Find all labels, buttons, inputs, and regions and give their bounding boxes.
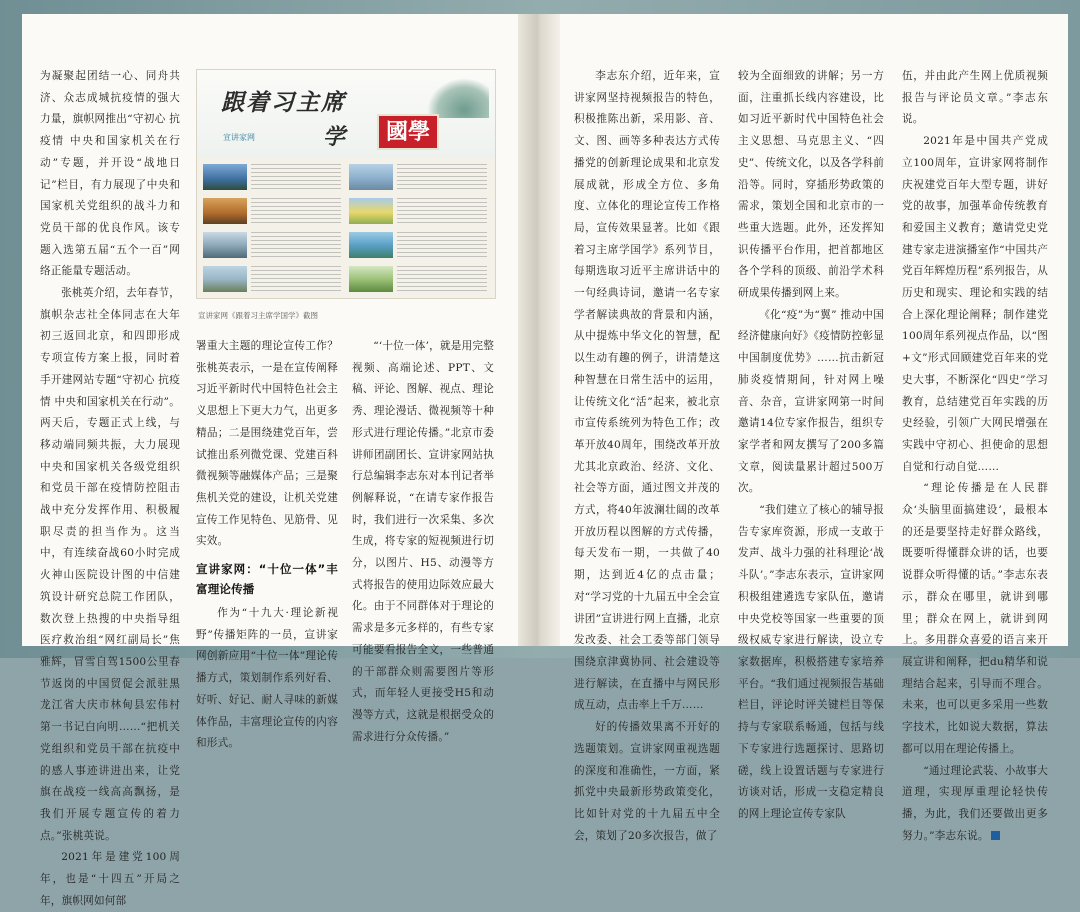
paragraph-text: “通过理论武装、小故事大道理，实现厚重理论轻快传播，为此，我们还要做出更多努力。”李志东说。 xyxy=(902,764,1048,842)
landscape-thumb-icon xyxy=(203,198,247,224)
left-page xyxy=(22,14,518,907)
landscape-thumb-icon xyxy=(203,266,247,292)
image-caption: 宣讲家网《跟着习主席学国学》截图 xyxy=(198,311,318,320)
mountain-icon xyxy=(427,78,489,118)
card-text-lines xyxy=(251,164,341,190)
image-card xyxy=(203,232,341,260)
paragraph xyxy=(902,761,1048,848)
section-heading: 宣讲家网：“十位一体”丰富理论传播 xyxy=(196,562,338,597)
image-title-line1: 跟着习主席 xyxy=(221,89,346,116)
landscape-thumb-icon xyxy=(349,232,393,258)
paragraph: 2021年是建党100周年，也是“十四五”开局之年，旗帜网如何部 xyxy=(40,851,180,907)
paragraph: “‘十位一体’，就是用完整视频、高端论述、PPT、文稿、评论、图解、视点、理论秀、理论漫话、微视频等十种形式进行理论传播。”北京市委讲师团副团长、宣讲家网站执行总编辑李志东对本刊记者举例解释说，“在请专家作报告时，我们进行一次采集、多次生成，将专家的短视频进行切分，以图片、H5、动漫等方式将报告的使用边际效应最大化。由于不同群体对于理论的需求是多元多样的，有些专家可能要看报告全文，一些普通的干部群众则需要图片等形式，而年轻人更接受H5和动漫等方式，这就是根据受众的需求进行分众传播。” xyxy=(352,340,494,743)
paragraph: 作为“十九大·理论新视野”传播矩阵的一员，宣讲家网创新应用“十位一体”理论传播方式，策划制作系列好看、好听、好记、耐人寻味的新媒体作品，丰富理论宣传的内容和形式。 xyxy=(196,607,338,750)
image-title-line2: 学 xyxy=(323,124,346,150)
right-page xyxy=(560,14,1068,842)
left-column-1 xyxy=(40,66,180,912)
image-card xyxy=(203,164,341,192)
paragraph: “我们建立了核心的辅导报告专家库资源，形成一支敢于发声、战斗力强的社科理论‘战斗队’。”李志东表示，宣讲家网积极组建遴选专家队伍，邀请中央党校等国家一些重要的顶级权威专家进行解读，设立专家数据库，积极搭建专家培养平台。“我们通过视频报告基础栏目，评论时评关键栏目等保持与专家联系畅通，包括与线下专家进行选题探讨、思路切磋，线上设置话题与专家进行访谈对话，形成一支稳定精良的网上理论宣传专家队 xyxy=(738,504,884,820)
paragraph: 李志东介绍，近年来，宣讲家网坚持视频报告的特色，积极推陈出新，采用影、音、文、图、画等多种表达方式传播党的创新理论成果和北京发展成就，形成全方位、多角度、立体化的理论宣传工作格局，宣传效果显著。比如《跟着习主席学国学》系列节目，每期选取习近平主席讲话中的一句经典诗词，邀请一名专家学者解读典故的背景和内涵，从中提炼中华文化的智慧，配以生动有趣的例子，讲清楚这种智慧在日常生活中的运用，让传统文化“活”起来，被北京市宣传系统列为特色工作；改革开放40周年，围绕改革开放尤其北京政治、经济、文化、社会等方面，通过图文并茂的方式，将40年波澜壮阔的改革开放历程以图解的方式传播，每天发布一期，一共做了40期，达到近4亿的点击量；对“学习党的十九届五中全会宣讲团”宣讲进行网上直播，北京发改委、社会工委等部门领导围绕京津冀协同、社会建设等进行解读，在直播中与网民形成互动，点击率上千万…… xyxy=(574,70,720,712)
landscape-thumb-icon xyxy=(203,164,247,190)
image-card xyxy=(349,164,487,192)
paragraph: 伍，并由此产生网上优质视频报告与评论员文章。”李志东说。 xyxy=(902,70,1048,126)
image-card xyxy=(349,198,487,226)
paragraph: “理论传播是在人民群众‘头脑里面搞建设’，最根本的还是要坚持走好群众路线，既要听得懂群众讲的话，也要说群众听得懂的话。”李志东表示，群众在哪里，就讲到哪里；群众在网上，就讲到网上。多用群众喜爱的语言来开展宣讲和阐释，把du精华和说理结合起来，引导而不理合。未来，也可以更多采用一些数字技术，比如说大数据，算法都可以用在理论传播上。 xyxy=(902,482,1048,755)
card-text-lines xyxy=(397,198,487,224)
landscape-thumb-icon xyxy=(349,266,393,292)
image-logo: 宣讲家网 xyxy=(223,133,255,142)
card-text-lines xyxy=(397,232,487,258)
seal-icon: 國學 xyxy=(377,114,439,150)
card-text-lines xyxy=(397,266,487,292)
paragraph: 为凝聚起团结一心、同舟共济、众志成城抗疫情的强大力量，旗帜网推出“守初心 抗疫情 中央和国家机关在行动”专题，并开设“战地日记”栏目，有力展现了中央和国家机关党组织的战斗力和党员干部的优良作风。该专题入选第五届“五个一百”网络正能量专题活动。 xyxy=(40,70,180,278)
left-column-2 xyxy=(196,336,338,755)
book-spine xyxy=(518,14,560,646)
landscape-thumb-icon xyxy=(349,198,393,224)
image-card xyxy=(203,266,341,294)
paragraph: 署重大主题的理论宣传工作？张桃英表示，一是在宣传阐释习近平新时代中国特色社会主义思想上下更大力气，出更多精品；二是围绕建党百年，尝试推出系列微党课、党建百科微视频等融媒体产品；三是聚焦机关党的建设，让机关党建宣传工作见特色、见筋骨、见实效。 xyxy=(196,340,338,548)
paragraph: 《化“疫”为“翼” 推动中国经济健康向好》《疫情防控彰显中国制度优势》……抗击新冠肺炎疫情期间，针对网上噪音、杂音，宣讲家网第一时间邀请14位专家作报告，组织专家学者和网友撰写了200多篇文章，阅读量累计超过500万次。 xyxy=(738,308,884,495)
right-column-2 xyxy=(738,66,884,826)
right-column-3 xyxy=(902,66,1048,847)
image-card xyxy=(203,198,341,226)
end-mark-icon xyxy=(991,831,1000,840)
left-column-3 xyxy=(352,336,494,748)
card-text-lines xyxy=(251,198,341,224)
card-text-lines xyxy=(397,164,487,190)
right-column-1 xyxy=(574,66,720,847)
landscape-thumb-icon xyxy=(349,164,393,190)
article-image xyxy=(196,69,496,299)
image-card xyxy=(349,232,487,260)
landscape-thumb-icon xyxy=(203,232,247,258)
paragraph: 较为全面细致的讲解；另一方面，注重抓长线内容建设，比如习近平新时代中国特色社会主义思想、马克思主义、“四史”、传统文化，以及各学科前沿等。同时，穿插形势政策的需求，策划全国和北京市的一些重大选题。此外，还发挥知识传播平台作用，把首都地区各个学科的顶级、前沿学术科研成果传播到网上来。 xyxy=(738,70,884,300)
image-card xyxy=(349,266,487,294)
card-text-lines xyxy=(251,232,341,258)
image-cards xyxy=(203,164,489,292)
paragraph: 好的传播效果离不开好的选题策划。宣讲家网重视选题的深度和准确性，一方面，紧抓党中央最新形势政策变化，比如针对党的十九届五中全会，策划了20多次报告，做了 xyxy=(574,721,720,842)
card-text-lines xyxy=(251,266,341,292)
paragraph: 2021年是中国共产党成立100周年，宣讲家网将制作庆祝建党百年大型专题，讲好党的故事，加强革命传统教育和爱国主义教育；邀请党史党建专家走进演播室作“中国共产党百年辉煌历程”系列报告，从历史和现实、理论和实践的结合上深化理论阐释；制作建党100周年系列视点作品，以“图+文”形式回顾建党百年来的党史大事，不断深化“四史”学习教育，总结建党百年实践的历史经验，引领广大网民增强在实践中守初心、担使命的思想自觉和行动自觉…… xyxy=(902,135,1048,473)
paragraph: 张桃英介绍，去年春节，旗帜杂志社全体同志在大年初三返回北京，和四即形成专项宣传方案上报，同时着手开建网站专题“守初心 抗疫情 中央和国家机关在行动”。两天后，专题正式上线，与移动端同频共振，大力展现中央和国家机关各级党组织和党员干部在疫情防控阻击战中充分发挥作用、积极履职尽责的担当作为。这当中，有连续奋战60小时完成火神山医院设计图的中信建筑设计研究总院工作团队，数次登上热搜的中央指导组医疗救治组“网红副局长”焦雅辉，冒雪自驾1500公里春节返岗的中国贸促会派驻黑龙江省大庆市林甸县宏伟村第一书记白向明……“把机关党组织和党员干部在抗疫中的感人事迹讲进出来，让党旗在战疫一线高高飘扬，是我们开展专题宣传的着力点。”张桃英说。 xyxy=(40,287,180,842)
